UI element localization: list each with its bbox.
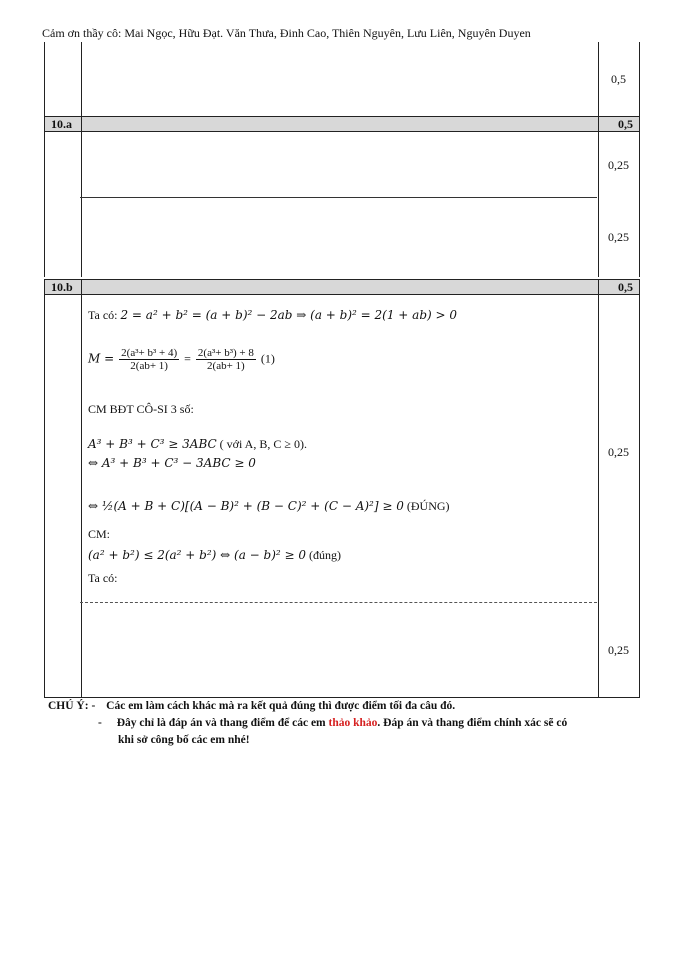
question-cell <box>45 42 82 116</box>
divider <box>81 280 82 294</box>
math-expression: M = <box>88 351 115 366</box>
question-points: 0,5 <box>618 117 633 131</box>
divider <box>81 117 82 131</box>
question-cell <box>45 295 82 698</box>
question-label: 10.b <box>51 280 73 294</box>
note-label: CHÚ Ý: - <box>48 700 96 712</box>
question-header-10a <box>44 116 640 132</box>
score-value: 0,25 <box>608 158 629 172</box>
divider <box>598 280 599 294</box>
solution-text: (ĐÚNG) <box>403 499 450 513</box>
fraction-numerator: 2(a³+ b³ + 4) <box>121 347 178 359</box>
math-expression: A³ + B³ + C³ ≥ 3ABC <box>88 437 217 451</box>
solution-line <box>88 499 450 514</box>
divider <box>598 117 599 131</box>
note-text: Đây chỉ là đáp án và thang điểm để các em <box>116 717 329 729</box>
note-highlight: thảo khảo <box>328 717 378 729</box>
math-expression: = <box>184 351 191 366</box>
score-value: 0,25 <box>608 643 629 657</box>
solution-text: Ta có: <box>88 308 121 322</box>
score-value: 0,25 <box>608 230 629 244</box>
fraction-numerator: 2(a³+ b³) + 8 <box>197 347 254 359</box>
fraction-denominator: 2(ab+ 1) <box>207 360 245 372</box>
note-dash: - <box>98 717 102 729</box>
question-label: 10.a <box>51 117 72 131</box>
note-text: . Đáp án và thang điểm chính xác sẽ có <box>377 717 568 729</box>
solution-text: CM BĐT CÔ-SI 3 số: <box>88 402 194 416</box>
solution-text: Ta có: <box>88 571 118 585</box>
score-value: 0,5 <box>611 72 626 86</box>
m-formula <box>88 347 275 372</box>
solution-line <box>88 437 307 452</box>
score-cell <box>598 132 642 277</box>
solution-10b <box>88 305 548 595</box>
math-expression: ⇔ ½(A + B + C)[(A − B)² + (B − C)² + (C − A)²] ≥ 0 <box>88 499 404 513</box>
solution-text: (đúng) <box>306 548 342 562</box>
thanks-header: Cảm ơn thầy cô: Mai Ngọc, Hữu Đạt. Văn Thưa, Đinh Cao, Thiên Nguyên, Lưu Liên, Nguyên Duyen <box>42 26 531 40</box>
math-expression: ⇔ A³ + B³ + C³ − 3ABC ≥ 0 <box>88 456 256 470</box>
row-divider <box>80 602 597 603</box>
solution-line <box>88 548 341 563</box>
fraction <box>119 347 179 372</box>
solution-line <box>88 456 256 471</box>
note-text: Các em làm cách khác mà ra kết quả đúng thì được điểm tối đa câu đó. <box>106 700 456 712</box>
math-expression: 2 = a² + b² = (a + b)² − 2ab ⇒ (a + b)² = 2(1 + ab) > 0 <box>120 308 458 322</box>
question-points: 0,5 <box>618 280 633 294</box>
note-line-2 <box>98 717 567 729</box>
table-row <box>44 132 640 277</box>
math-expression: (a² + b²) ≤ 2(a² + b²) ⇔ (a − b)² ≥ 0 <box>88 548 307 562</box>
note-line-1 <box>48 700 455 712</box>
question-cell <box>45 132 82 277</box>
table-bottom <box>44 697 640 698</box>
row-divider <box>80 197 597 198</box>
fraction <box>196 347 256 372</box>
note-line-3: khi sở công bố các em nhé! <box>118 734 250 746</box>
score-value: 0,25 <box>608 445 629 459</box>
solution-text: CM: <box>88 527 111 541</box>
equation-tag: (1) <box>260 351 275 366</box>
fraction-denominator: 2(ab+ 1) <box>130 360 168 372</box>
solution-text: ( với A, B, C ≥ 0). <box>216 437 307 451</box>
table-row <box>44 42 640 116</box>
solution-line <box>88 308 457 323</box>
score-cell <box>598 295 642 698</box>
question-header-10b <box>44 279 640 295</box>
